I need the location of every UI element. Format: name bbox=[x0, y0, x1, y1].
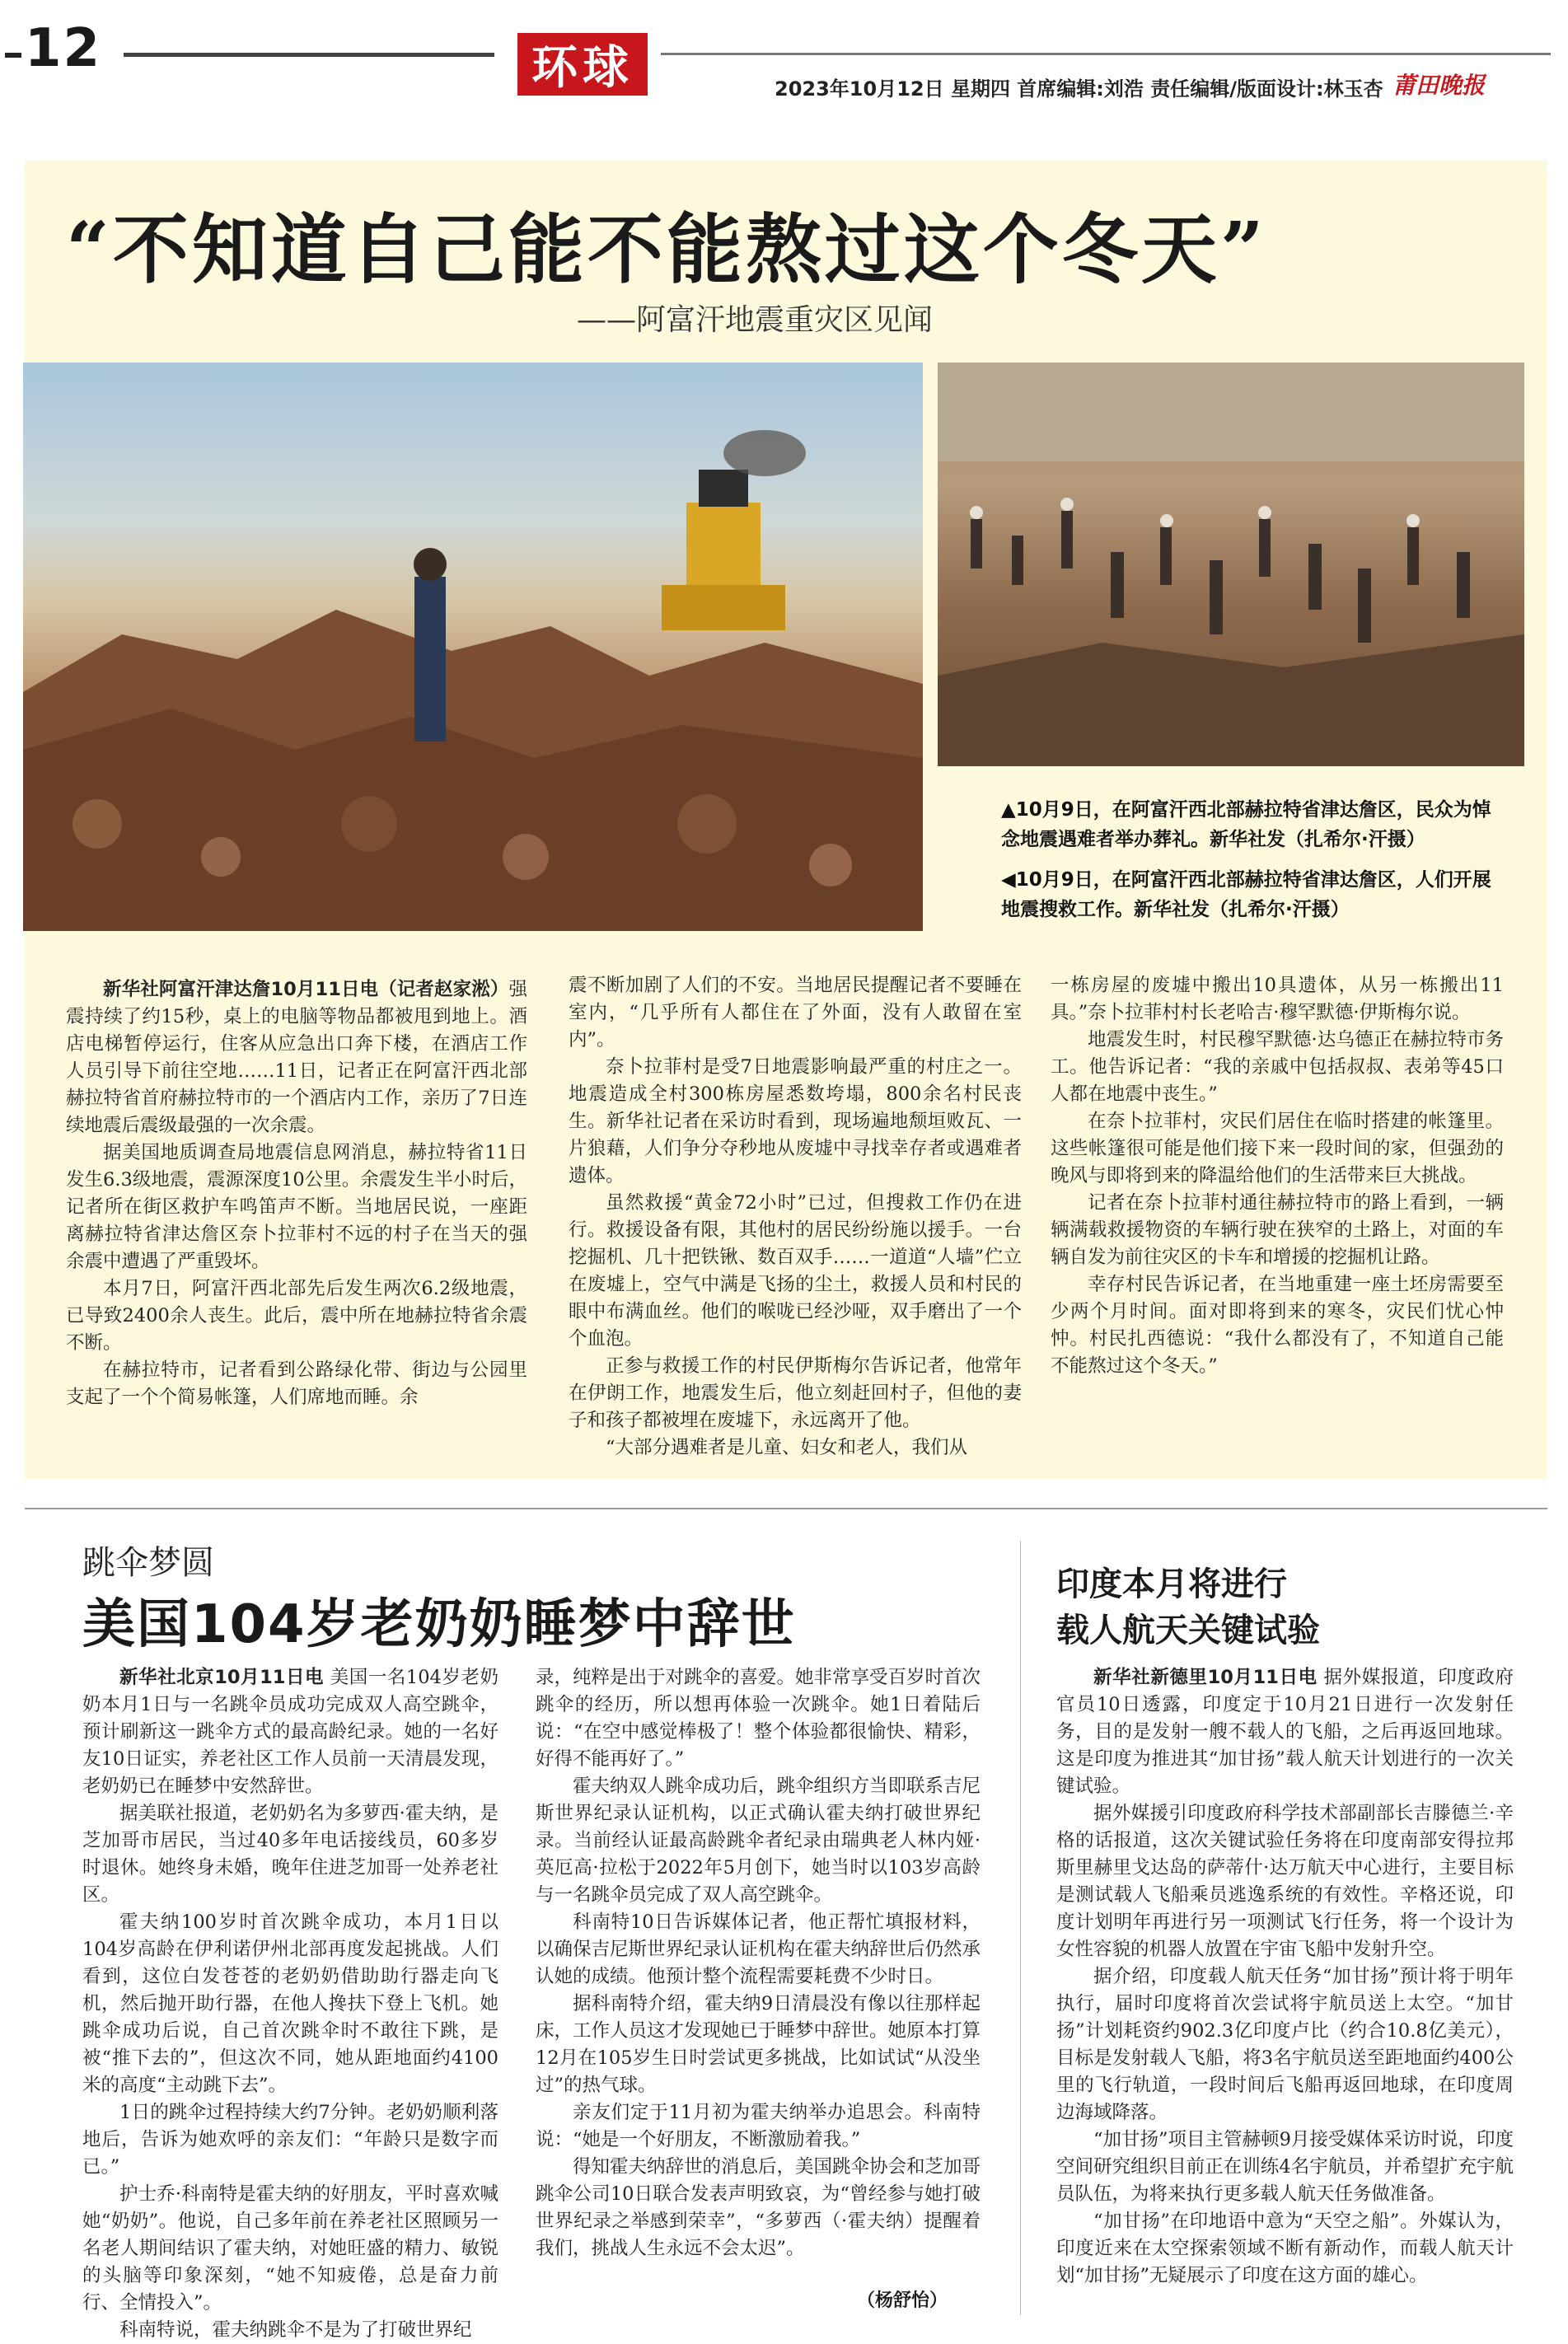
paragraph: 1日的跳伞过程持续大约7分钟。老奶奶顺利落地后，告诉为她欢呼的亲友们：“年龄只是数字而已。” bbox=[82, 2102, 498, 2178]
paragraph: 霍夫纳双人跳伞成功后，跳伞组织方当即联系吉尼斯世界纪录认证机构，以正式确认霍夫纳打破世界纪录。当前经认证最高龄跳伞者纪录由瑞典老人林内娅·英厄高·拉松于2022年5月创下，她当时以103岁高龄与一名跳伞员完成了双人高空跳伞。 bbox=[536, 1776, 981, 1906]
paragraph: 奈卜拉菲村是受7日地震影响最严重的村庄之一。地震造成全村300栋房屋悉数垮塌，800余名村民丧生。新华社记者在采访时看到，现场遍地颓垣败瓦、一片狼藉，人们争分夺秒地从废墟中寻找幸存者或遇难者遗体。 bbox=[569, 1056, 1022, 1186]
section-tag: 环球 bbox=[517, 33, 648, 96]
paragraph: 本月7日，阿富汗西北部先后发生两次6.2级地震，已导致2400余人丧生。此后，震中所在地赫拉特省余震不断。 bbox=[66, 1278, 527, 1354]
paragraph: 科南特说，霍夫纳跳伞不是为了打破世界纪 bbox=[119, 2319, 472, 2341]
paragraph: “加甘扬”项目主管赫顿9月接受媒体采访时说，印度空间研究组织目前正在训练4名宇航员，并希望扩充宇航员队伍，为将来执行更多载人航天任务做准备。 bbox=[1056, 2129, 1514, 2205]
photo-funeral bbox=[938, 363, 1524, 766]
article3-column bbox=[1056, 1664, 1514, 2290]
paragraph: 正参与救援工作的村民伊斯梅尔告诉记者，他常年在伊朗工作，地震发生后，他立刻赶回村子，但他的妻子和孩子都被埋在废墟下，永远离开了他。 bbox=[569, 1355, 1022, 1431]
paragraph: 虽然救援“黄金72小时”已过，但搜救工作仍在进行。救援设备有限，其他村的居民纷纷施以援手。一台挖掘机、几十把铁锹、数百双手……一道道“人墙”伫立在废墟上，空气中满是飞扬的尘土，救援人员和村民的眼中布满血丝。他们的喉咙已经沙哑，双手磨出了一个个血泡。 bbox=[569, 1192, 1022, 1350]
paragraph: 护士乔·科南特是霍夫纳的好朋友，平时喜欢喊她“奶奶”。他说，自己多年前在养老社区照顾另一名老人期间结识了霍夫纳，对她旺盛的精力、敏锐的头脑等印象深刻，“她不知疲倦，总是奋力前行、全情投入”。 bbox=[82, 2183, 498, 2314]
article2-author: （杨舒怡） bbox=[857, 2290, 948, 2311]
feature-column-3 bbox=[1051, 972, 1504, 1380]
paragraph: 录，纯粹是出于对跳伞的喜爱。她非常享受百岁时首次跳伞的经历，所以想再体验一次跳伞。她1日着陆后说：“在空中感觉棒极了！整个体验都很愉快、精彩，好得不能再好了。” bbox=[536, 1667, 981, 1770]
paragraph: 霍夫纳100岁时首次跳伞成功，本月1日以104岁高龄在伊利诺伊州北部再度发起挑战。人们看到，这位白发苍苍的老奶奶借助助行器走向飞机，然后抛开助行器，在他人搀扶下登上飞机。她跳伞成功后说，自己首次跳伞时不敢往下跳，是被“推下去的”，但这次不同，她从距地面约4100米的高度“主动跳下去”。 bbox=[82, 1911, 498, 2096]
photo-rescue bbox=[23, 363, 923, 931]
feature-dateline: 新华社阿富汗津达詹10月11日电（记者赵家淞） bbox=[103, 979, 509, 1000]
paragraph: 记者在奈卜拉菲村通往赫拉特市的路上看到，一辆辆满载救援物资的车辆行驶在狭窄的土路上，对面的车辆自发为前往灾区的卡车和增援的挖掘机让路。 bbox=[1051, 1192, 1504, 1268]
article3-title-line-1: 印度本月将进行 bbox=[1056, 1565, 1287, 1603]
paragraph: 在奈卜拉菲村，灾民们居住在临时搭建的帐篷里。这些帐篷很可能是他们接下来一段时间的家，但强劲的晚风与即将到来的降温给他们的生活带来巨大挑战。 bbox=[1051, 1111, 1504, 1186]
photo-funeral-art bbox=[938, 363, 1524, 766]
page-number: 12 bbox=[25, 18, 102, 79]
article2-column-2 bbox=[536, 1664, 981, 2262]
feature-column-1 bbox=[66, 976, 527, 1411]
article3-dateline: 新华社新德里10月11日电 bbox=[1093, 1667, 1318, 1688]
feature-subhead: ——阿富汗地震重灾区见闻 bbox=[577, 303, 934, 337]
paragraph: 据美国地质调查局地震信息网消息，赫拉特省11日发生6.3级地震，震源深度10公里。余震发生半小时后，记者所在街区救护车鸣笛声不断。当地居民说，一座距离赫拉特省津达詹区奈卜拉菲村不远的村子在当天的强余震中遭遇了严重毁坏。 bbox=[66, 1142, 527, 1272]
paragraph: 据美联社报道，老奶奶名为多萝西·霍夫纳，是芝加哥市居民，当过40多年电话接线员，60多岁时退休。她终身未婚，晚年住进芝加哥一处养老社区。 bbox=[82, 1803, 498, 1906]
paper-logo: 莆田晚报 bbox=[1392, 72, 1486, 99]
header-rule-right bbox=[661, 53, 1551, 55]
article2-dateline: 新华社北京10月11日电 bbox=[119, 1667, 325, 1688]
paragraph: 震不断加剧了人们的不安。当地居民提醒记者不要睡在室内，“几乎所有人都住在了外面，没有人敢留在室内”。 bbox=[569, 975, 1022, 1050]
article3-title-line-2: 载人航天关键试验 bbox=[1056, 1612, 1320, 1649]
paragraph: 地震发生时，村民穆罕默德·达乌德正在赫拉特市务工。他告诉记者：“我的亲戚中包括叔叔、表弟等45口人都在地震中丧生。” bbox=[1051, 1029, 1504, 1105]
paragraph: 据外媒援引印度政府科学技术部副部长吉滕德兰·辛格的话报道，这次关键试验任务将在印度南部安得拉邦斯里赫里戈达岛的萨蒂什·达万航天中心进行，主要目标是测试载人飞船乘员逃逸系统的有效性。辛格还说，印度计划明年再进行另一项测试飞行任务，将一个设计为女性容貌的机器人放置在宇宙飞船中发射升空。 bbox=[1056, 1803, 1514, 1960]
article2-kicker: 跳伞梦圆 bbox=[82, 1544, 214, 1582]
paragraph: 在赫拉特市，记者看到公路绿化带、街边与公园里支起了一个个简易帐篷，人们席地而睡。余 bbox=[66, 1359, 527, 1408]
feature-column-2 bbox=[569, 972, 1022, 1462]
section-divider bbox=[25, 1508, 1547, 1509]
header-rule bbox=[124, 53, 494, 57]
paragraph: 幸存村民告诉记者，在当地重建一座土坯房需要至少两个月时间。面对即将到来的寒冬，灾民们忧心忡忡。村民扎西德说：“我什么都没有了，不知道自己能不能熬过这个冬天。” bbox=[1051, 1274, 1504, 1377]
paragraph: 据外媒报道，印度政府官员10日透露，印度定于10月21日进行一次发射任务，目的是发射一艘不载人的飞船，之后再返回地球。这是印度为推进其“加甘扬”载人航天计划进行的一次关键试验。 bbox=[1056, 1667, 1514, 1797]
paragraph: 得知霍夫纳辞世的消息后，美国跳伞协会和芝加哥跳伞公司10日联合发表声明致哀，为“曾经参与她打破世界纪录之举感到荣幸”，“多萝西（·霍夫纳）提醒着我们，挑战人生永远不会太迟”。 bbox=[536, 2156, 981, 2259]
paragraph: 据介绍，印度载人航天任务“加甘扬”预计将于明年执行，届时印度将首次尝试将宇航员送上太空。“加甘扬”计划耗资约902.3亿印度卢比（约合10.8亿美元），目标是发射载人飞船，将3名宇航员送至距地面约400公里的飞行轨道，一段时间后飞船再返回地球，在印度周边海域降落。 bbox=[1056, 1966, 1514, 2123]
article2-title: 美国104岁老奶奶睡梦中辞世 bbox=[82, 1594, 796, 1655]
column-rule bbox=[1020, 1541, 1021, 2315]
paragraph: 美国一名104岁老奶奶本月1日与一名跳伞员成功完成双人高空跳伞，预计刷新这一跳伞方式的最高龄纪录。她的一名好友10日证实，养老社区工作人员前一天清晨发现，老奶奶已在睡梦中安然辞世。 bbox=[82, 1667, 499, 1797]
photo-rescue-art bbox=[23, 363, 923, 931]
paragraph: 亲友们定于11月初为霍夫纳举办追思会。科南特说：“她是一个好朋友，不断激励着我。” bbox=[536, 2102, 981, 2150]
photo-caption-funeral: ▲10月9日，在阿富汗西北部赫拉特省津达詹区，民众为悼念地震遇难者举办葬礼。新华社发（扎希尔·汗摄） bbox=[1001, 799, 1491, 850]
paragraph: 强震持续了约15秒，桌上的电脑等物品都被甩到地上。酒店电梯暂停运行，住客从应急出口奔下楼，在酒店工作人员引导下前往空地……11日，记者正在阿富汗西北部赫拉特省首府赫拉特市的一个酒店内工作，亲历了7日连续地震后震级最强的一次余震。 bbox=[66, 979, 527, 1136]
article2-column-1 bbox=[82, 1664, 498, 2344]
article3-title bbox=[1056, 1561, 1320, 1654]
feature-headline: “不知道自己能不能熬过这个冬天” bbox=[66, 205, 1267, 294]
paragraph: “大部分遇难者是儿童、妇女和老人，我们从 bbox=[606, 1437, 968, 1458]
photo-caption-rescue: ◀10月9日，在阿富汗西北部赫拉特省津达詹区，人们开展地震搜救工作。新华社发（扎希尔·汗摄） bbox=[1001, 869, 1491, 920]
paragraph: 据科南特介绍，霍夫纳9日清晨没有像以往那样起床，工作人员这才发现她已于睡梦中辞世。她原本打算12月在105岁生日时尝试更多挑战，比如试试“从没坐过”的热气球。 bbox=[536, 1993, 981, 2096]
paragraph: 科南特10日告诉媒体记者，他正帮忙填报材料，以确保吉尼斯世界纪录认证机构在霍夫纳辞世后仍然承认她的成绩。他预计整个流程需要耗费不少时日。 bbox=[536, 1911, 981, 1987]
paragraph: “加甘扬”在印地语中意为“天空之船”。外媒认为，印度近来在太空探索领域不断有新动作，而载人航天计划“加甘扬”无疑展示了印度在这方面的雄心。 bbox=[1056, 2211, 1514, 2286]
paragraph: 一栋房屋的废墟中搬出10具遗体，从另一栋搬出11具。”奈卜拉菲村村长老哈吉·穆罕默德·伊斯梅尔说。 bbox=[1051, 975, 1504, 1023]
header-info: 2023年10月12日 星期四 首席编辑:刘浩 责任编辑/版面设计:林玉杏 bbox=[775, 77, 1383, 101]
